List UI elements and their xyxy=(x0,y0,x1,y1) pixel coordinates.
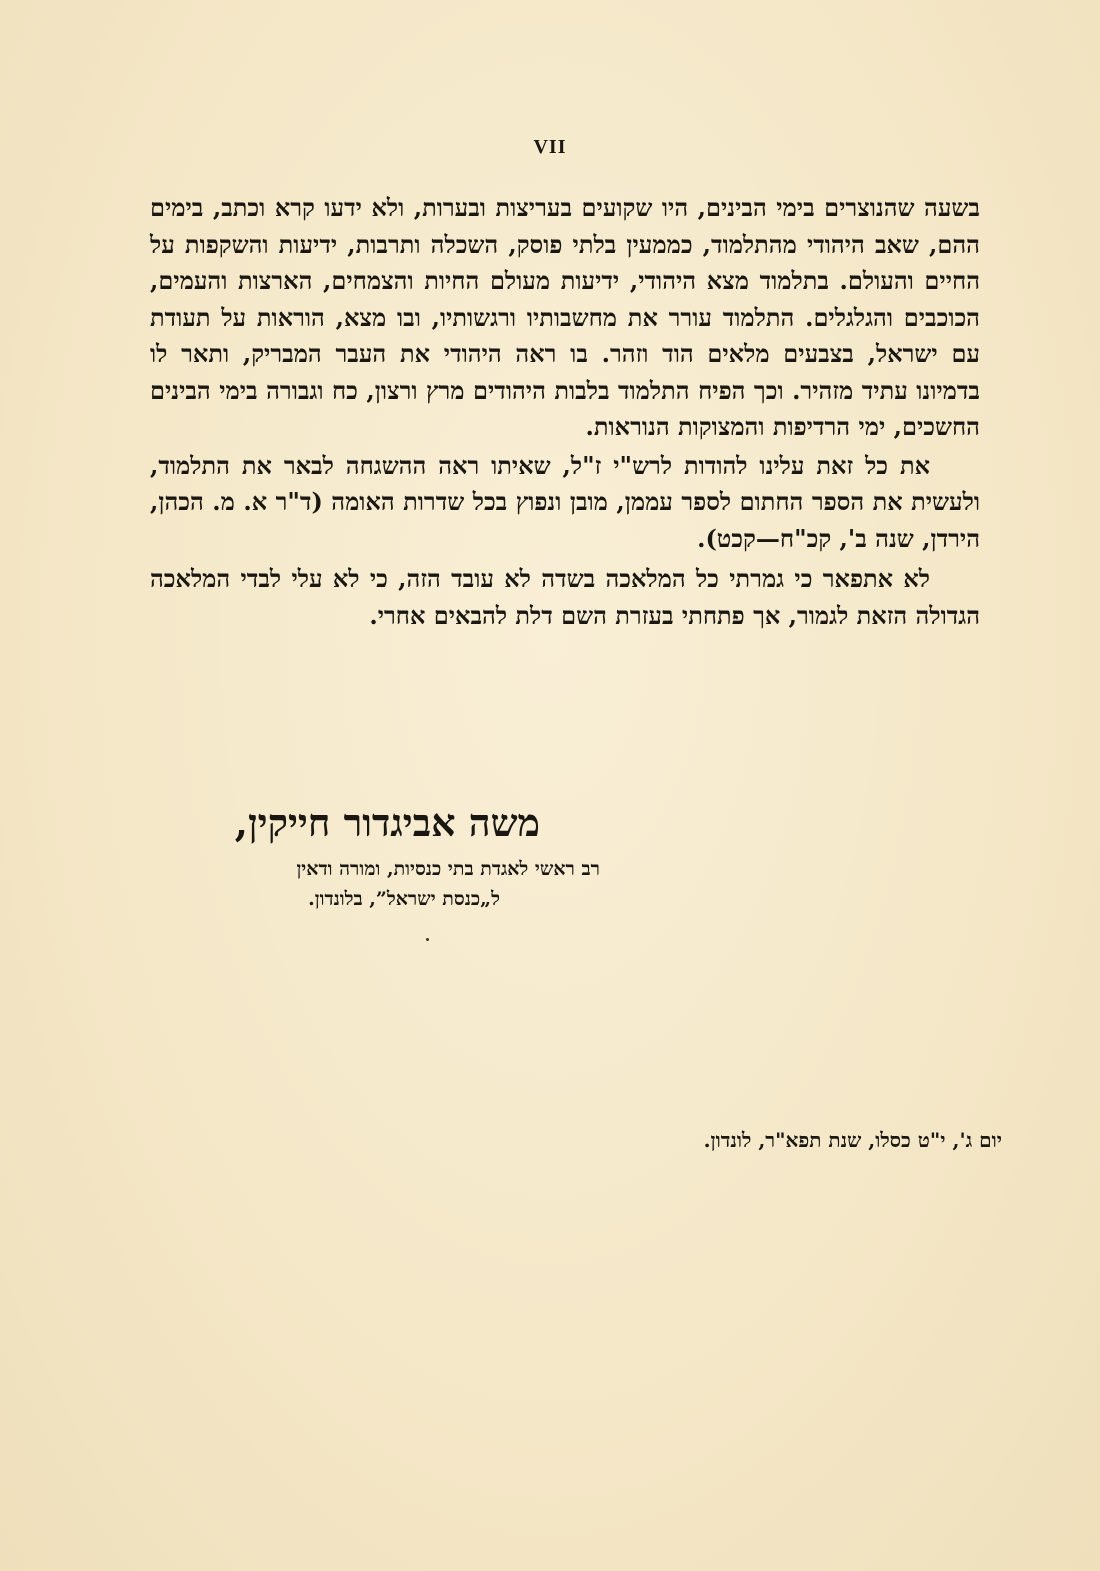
signature-name: משה אביגדור חייקין, xyxy=(234,800,540,845)
dateline: יום ג', י"ט כסלו, שנת תפא"ר, לונדון. xyxy=(703,1128,1002,1152)
signature-title-line-2: ל„כנסת ישראל”, בלונדון. xyxy=(308,888,500,910)
paragraph-1: בשעה שהנוצרים בימי הבינים, היו שקועים בעריצות ובערות, ולא ידעו קרא וכתב, בימים ההם, שאב היהודי מהתלמוד, כממעין בלתי פוסק, השכלה ותרבות, ידיעות והשקפות על החיים והעולם. בתלמוד מצא היהודי, ידיעות מעולם החיות והצמחים, הארצות והעמים, הכוכבים והגלגלים. התלמוד עורר את מחשבותיו ורגשותיו, ובו מצא, הוראות על תעודת עם ישראל, בצבעים מלאים הוד וזהר. בו ראה היהודי את העבר המבריק, ותאר לו בדמיונו עתיד מזהיר. וכך הפיח התלמוד בלבות היהודים מרץ ורצון, כח וגבורה בימי הבינים החשכים, ימי הרדיפות והמצוקות הנוראות. xyxy=(150,193,980,441)
paragraph-3: לא אתפאר כי גמרתי כל המלאכה בשדה לא עובד הזה, כי לא עלי לבדי המלאכה הגדולה הזאת לגמור, אך פתחתי בעזרת השם דלת להבאים אחרי. xyxy=(150,564,980,630)
page-number: VII xyxy=(533,136,567,158)
signature-block xyxy=(200,800,600,916)
paragraph-2: את כל זאת עלינו להודות לרש"י ז"ל, שאיתו ראה ההשגחה לבאר את התלמוד, ולעשית את הספר החתום לספר עממן, מובן ונפוץ בכל שדרות האומה (ד"ר א. מ. הכהן, הירדן, שנה ב', קכ"ח—קכט). xyxy=(150,450,980,553)
ink-speck xyxy=(426,938,429,941)
body-text xyxy=(150,190,980,634)
signature-title-line-1: רב ראשי לאגדת בתי כנסיות, ומורה ודאין xyxy=(296,858,600,880)
